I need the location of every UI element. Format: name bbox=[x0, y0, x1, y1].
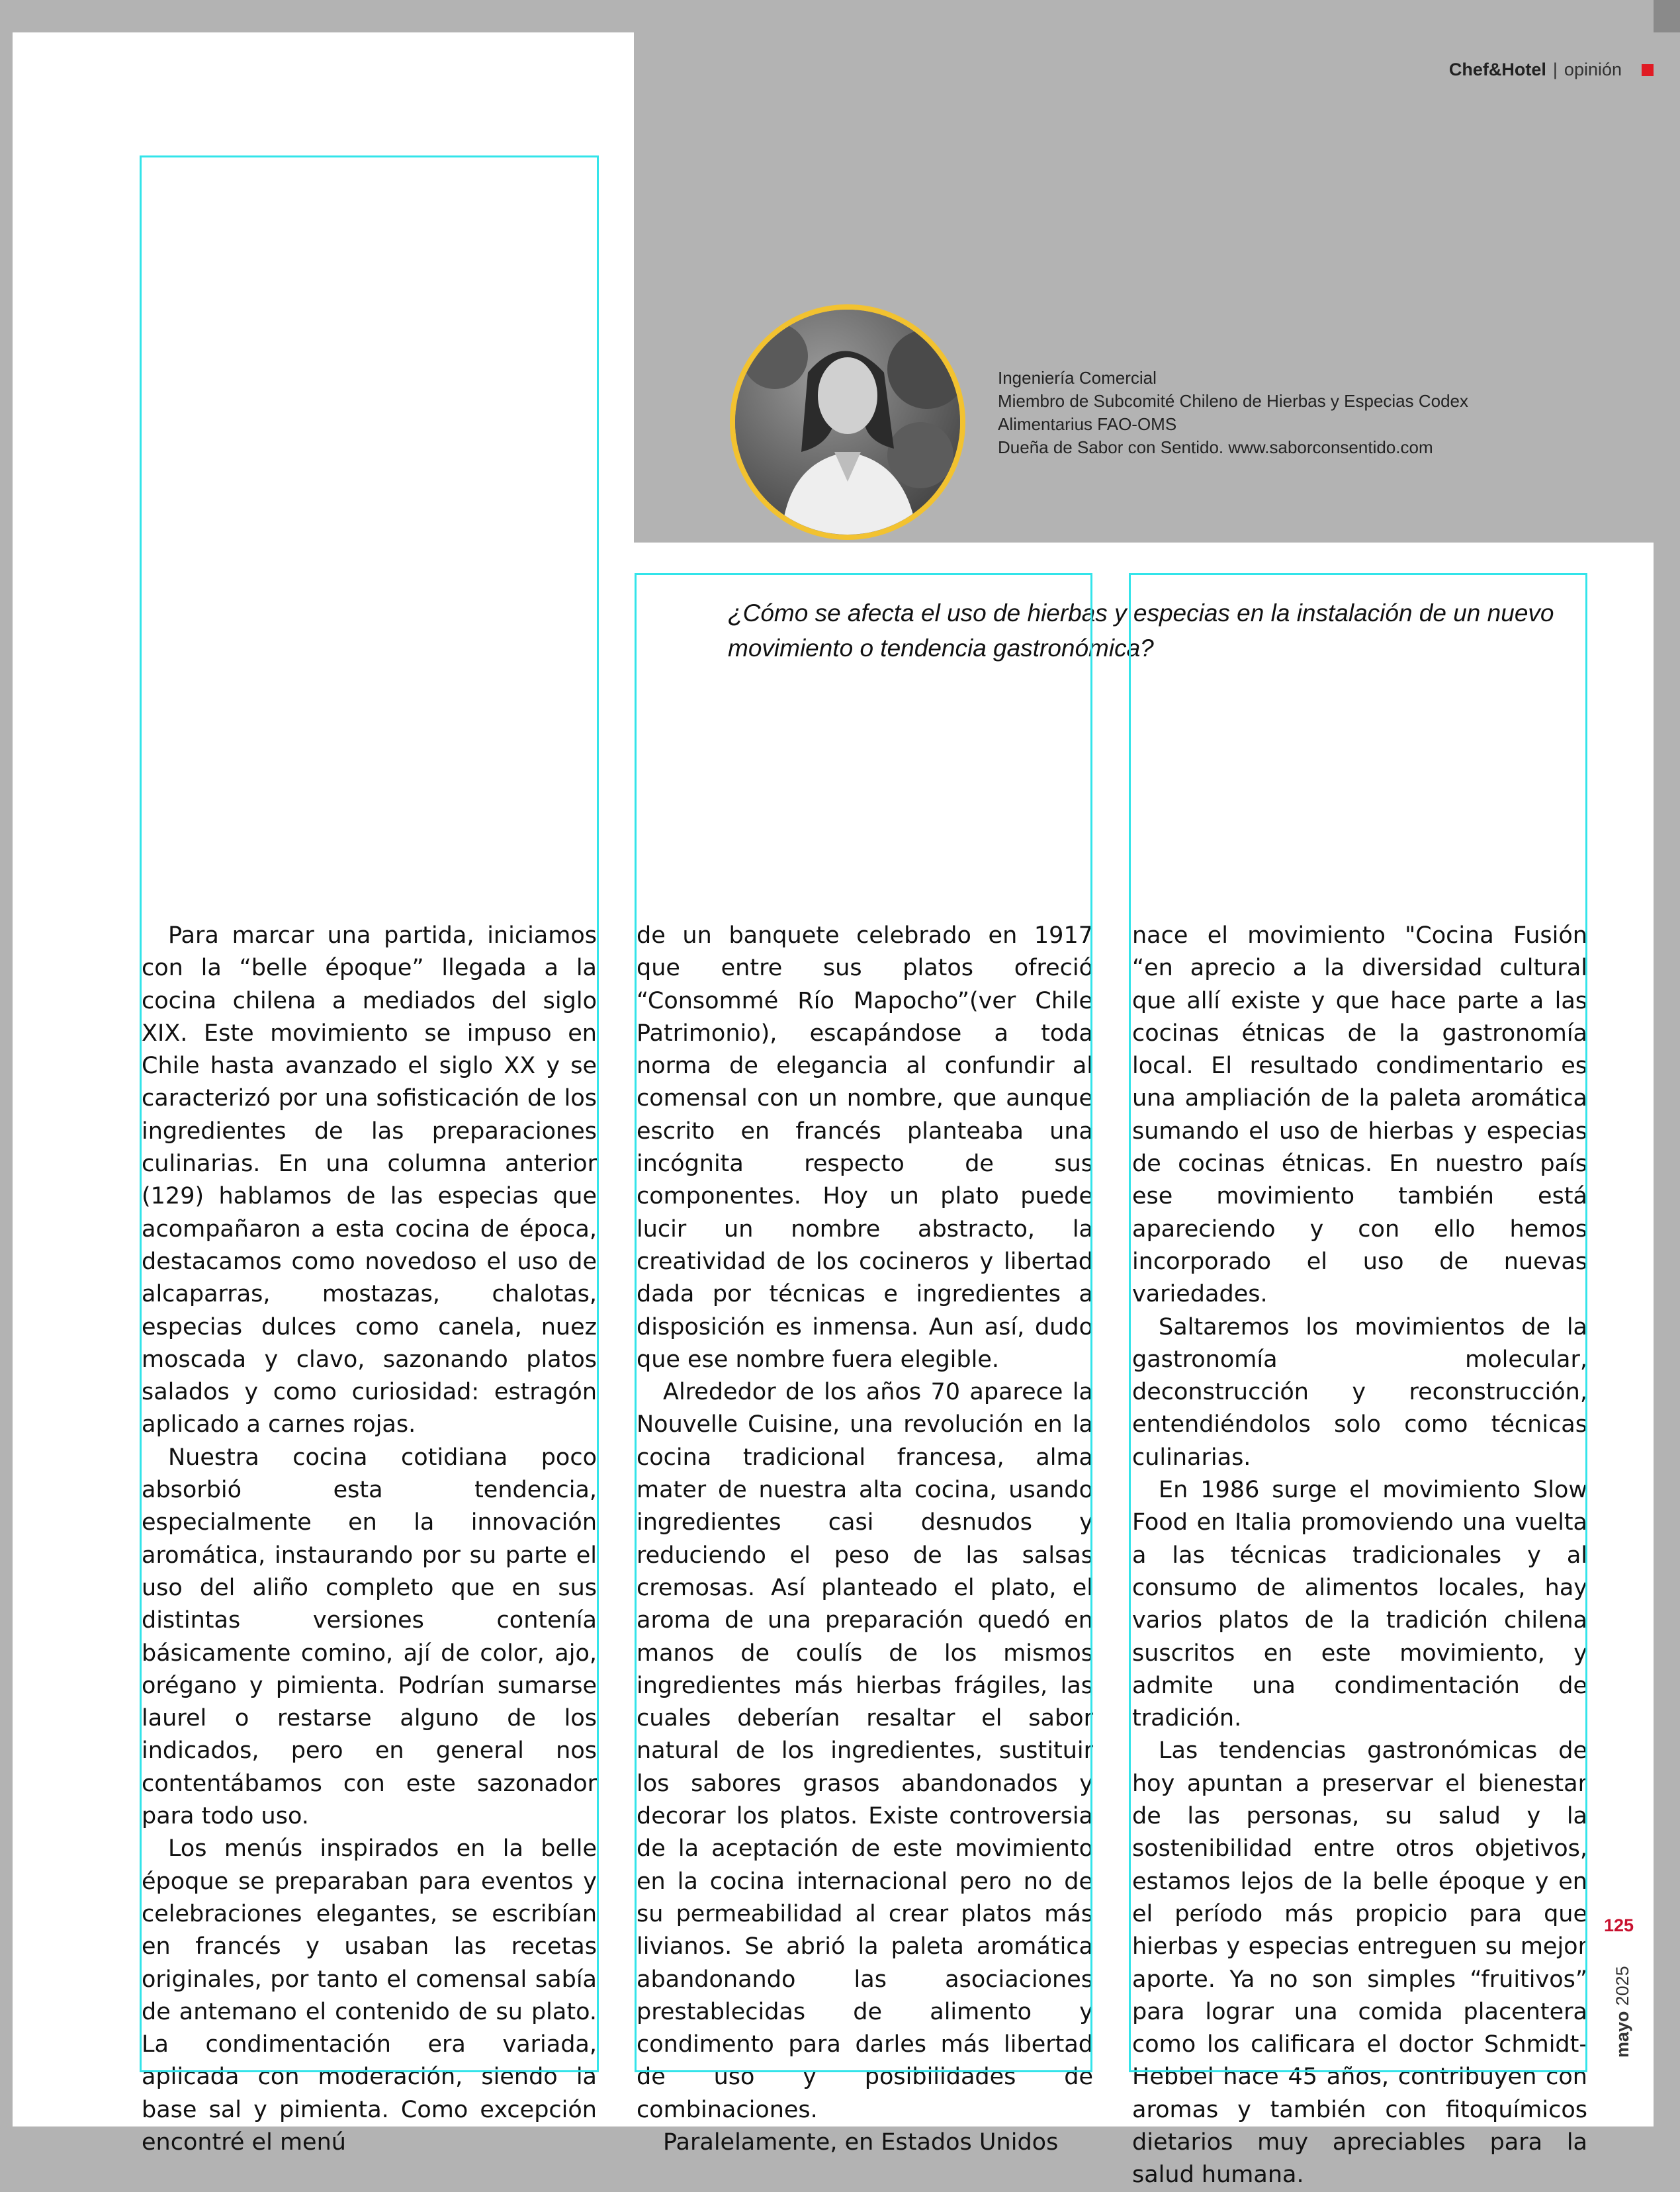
red-square-icon bbox=[1642, 64, 1654, 76]
bio-line: Ingeniería Comercial bbox=[998, 368, 1157, 388]
paragraph: de un banquete celebrado en 1917 que entre sus platos ofreció “Consommé Río Mapocho”(ver Chile Patrimonio), escapándose a toda norma de elegancia al confundir al comensal con un nombre, que aunque escrito en francés planteaba una incógnita respecto de sus componentes. Hoy un plato puede lucir un nombre abstracto, la creatividad de los cocineros y libertad dada por técnicas e ingredientes a disposición es inmensa. Aun así, dudo que ese nombre fuera elegible. bbox=[637, 922, 1093, 1373]
paragraph: nace el movimiento "Cocina Fusión “en aprecio a la diversidad cultural que allí existe y que hace parte a las cocinas étnicas de la gastronomía local. El resultado condimentario es una ampliación de la paleta aromática sumando el uso de hierbas y especias de cocinas étnicas. En nuestro país ese movimiento también está apareciendo y con ello hemos incorporado el uso de nuevas variedades. bbox=[1132, 922, 1587, 1308]
column-guide-3 bbox=[1129, 573, 1587, 2072]
magazine-brand: Chef&Hotel bbox=[1448, 60, 1546, 79]
section-header bbox=[1449, 60, 1654, 80]
paragraph: Alrededor de los años 70 aparece la Nouvelle Cuisine, una revolución en la cocina tradicional francesa, alma mater de nuestra alta cocina, usando ingredientes casi desnudos y reduciendo el peso de las salsas cremosas. Así planteado el plato, el aroma de una preparación quedó en manos de coulís de los mismos ingredientes más hierbas frágiles, las cuales deberían resaltar el sabor natural de los ingredientes, sustituir los sabores grasos abandonados y decorar los platos. Existe controversia de la aceptación de este movimiento en la cocina internacional pero no de su permeabilidad al crear platos más livianos. Se abrió la paleta aromática abandonando las asociaciones prestablecidas de alimento y condimento para darles más libertad de uso y posibilidades de combinaciones. bbox=[637, 1379, 1093, 2123]
paragraph: Saltaremos los movimientos de la gastronomía molecular, deconstrucción y reconstrucción, entendiéndolos solo como técnicas culinarias. bbox=[1132, 1313, 1587, 1471]
author-bio bbox=[998, 367, 1468, 459]
page-number: 125 bbox=[1604, 1915, 1634, 1935]
column-guide-1 bbox=[140, 155, 599, 2072]
bio-line: Dueña de Sabor con Sentido. www.saborconsentido.com bbox=[998, 437, 1433, 457]
paragraph: Los menús inspirados en la belle époque se preparaban para eventos y celebraciones elegantes, se escribían en francés y usaban las recetas originales, por tanto el comensal sabía de antemano el contenido de su plato. La condimentación era variada, aplicada con moderación, siendo la base sal y pimienta. Como excepción encontré el menú bbox=[142, 1835, 597, 2156]
paragraph: Para marcar una partida, iniciamos con la “belle époque” llegada a la cocina chilena a mediados del siglo XIX. Este movimiento se impuso en Chile hasta avanzado el siglo XX y se caracterizó por una sofisticación de los ingredientes de las preparaciones culinarias. En una columna anterior (129) hablamos de las especias que acompañaron a esta cocina de época, destacamos como novedoso el uso de alcaparras, mostazas, chalotas, especias dulces como canela, nuez moscada y clavo, sazonando platos salados y como curiosidad: estragón aplicado a carnes rojas. bbox=[142, 922, 597, 1438]
lead-question: ¿Cómo se afecta el uso de hierbas y especias en la instalación de un nuevo movimiento o tendencia gastronómica? bbox=[728, 599, 1554, 662]
column-guide-2 bbox=[635, 573, 1092, 2072]
bio-line: Alimentarius FAO-OMS bbox=[998, 414, 1177, 434]
header-separator: | bbox=[1552, 60, 1558, 79]
section-name: opinión bbox=[1564, 60, 1622, 79]
bio-line: Miembro de Subcomité Chileno de Hierbas y Especias Codex bbox=[998, 391, 1469, 411]
issue-year: 2025 bbox=[1613, 1966, 1632, 2006]
issue-footer bbox=[1613, 1966, 1633, 2058]
issue-month: mayo bbox=[1613, 2011, 1632, 2058]
paragraph: En 1986 surge el movimiento Slow Food en Italia promoviendo una vuelta a las técnicas tradicionales y al consumo de alimentos locales, hay varios platos de la tradición chilena suscritos en este movimiento, y admite una condimentación de tradición. bbox=[1132, 1477, 1587, 1732]
paragraph: Paralelamente, en Estados Unidos bbox=[663, 2128, 1059, 2156]
paragraph: Las tendencias gastronómicas de hoy apuntan a preservar el bienestar de las personas, su salud y la sostenibilidad entre otros objetivos, estamos lejos de la belle époque y en el período más propicio para que hierbas y especias entreguen su mejor aporte. Ya no son simples “fruitivos” para lograr una comida placentera como los calificara el doctor Schmidt-Hebbel hace 45 años, contribuyen con aromas y también con fitoquímicos dietarios muy apreciables para la salud humana. bbox=[1132, 1737, 1587, 2189]
paragraph: Nuestra cocina cotidiana poco absorbió esta tendencia, especialmente en la innovación aromática, instaurando por su parte el uso del aliño completo que en sus distintas versiones contenía básicamente comino, ají de color, ajo, orégano y pimienta. Podrían sumarse laurel o restarse alguno de los indicados, pero en general nos contentábamos con este sazonador para todo uso. bbox=[142, 1444, 597, 1830]
author-portrait bbox=[730, 304, 965, 540]
